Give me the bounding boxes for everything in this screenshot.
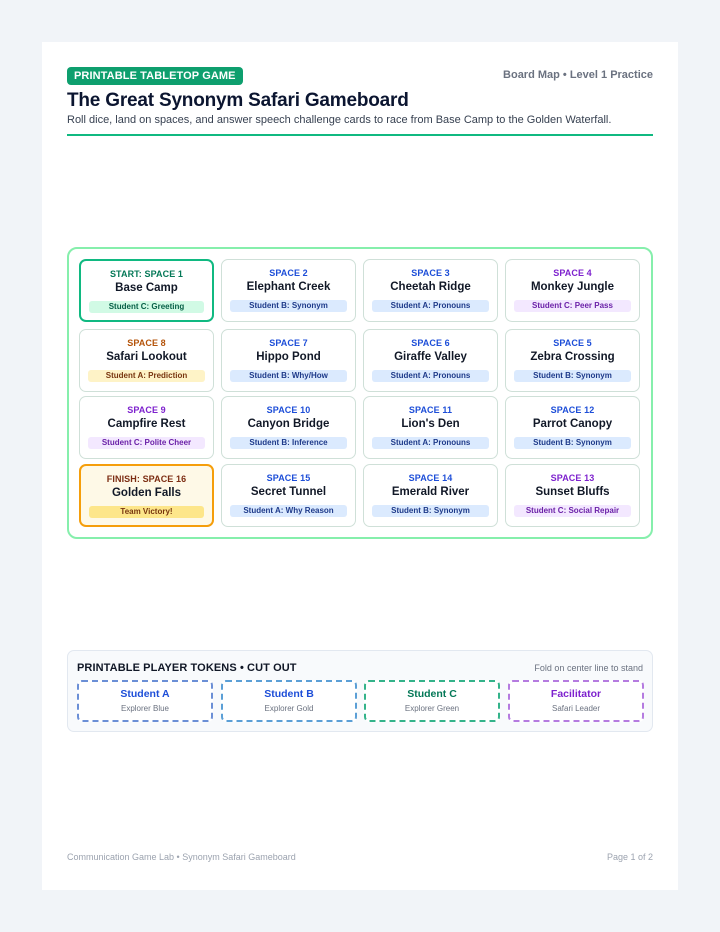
space-name: Campfire Rest — [107, 418, 186, 430]
space-challenge-tag: Student C: Peer Pass — [514, 300, 631, 312]
space-challenge-tag: Student A: Why Reason — [230, 505, 347, 517]
space-number: START: SPACE 1 — [109, 269, 184, 279]
space-challenge-tag: Student C: Social Repair — [514, 505, 631, 517]
board-space-8 — [79, 329, 214, 392]
space-challenge-tag: Student A: Prediction — [88, 370, 205, 382]
board-space-1 — [79, 259, 214, 322]
board-space-6 — [363, 329, 498, 392]
board-space-13 — [505, 464, 640, 527]
board-space-2 — [221, 259, 356, 322]
space-challenge-tag: Student A: Pronouns — [372, 370, 489, 382]
space-name: Sunset Bluffs — [535, 486, 610, 498]
header-divider — [67, 134, 653, 136]
page-title: The Great Synonym Safari Gameboard — [67, 90, 409, 111]
space-number: SPACE 5 — [553, 338, 592, 348]
token-role: Safari Leader — [551, 704, 601, 713]
space-number: SPACE 3 — [411, 268, 450, 278]
token-role: Explorer Gold — [264, 704, 314, 713]
space-challenge-tag: Student B: Why/How — [230, 370, 347, 382]
footer-source: Communication Game Lab • Synonym Safari Gameboard — [67, 852, 296, 862]
space-number: SPACE 14 — [408, 473, 453, 483]
token-name: Facilitator — [550, 688, 602, 700]
token-name: Student B — [264, 688, 314, 700]
space-challenge-tag: Student B: Synonym — [372, 505, 489, 517]
space-number: FINISH: SPACE 16 — [106, 474, 187, 484]
space-challenge-tag: Student C: Polite Cheer — [88, 437, 205, 449]
token-student-b — [221, 680, 357, 722]
space-challenge-tag: Student B: Synonym — [514, 370, 631, 382]
board-space-12 — [505, 396, 640, 459]
space-name: Zebra Crossing — [530, 351, 615, 363]
token-facilitator — [508, 680, 644, 722]
board-space-7 — [221, 329, 356, 392]
game-board — [67, 247, 653, 539]
space-number: SPACE 4 — [553, 268, 592, 278]
board-space-4 — [505, 259, 640, 322]
space-number: SPACE 8 — [127, 338, 166, 348]
space-name: Monkey Jungle — [530, 281, 615, 293]
space-challenge-tag: Student B: Synonym — [514, 437, 631, 449]
tokens-note: Fold on center line to stand — [534, 663, 643, 673]
space-name: Elephant Creek — [246, 281, 331, 293]
space-number: SPACE 12 — [550, 405, 595, 415]
token-student-c — [364, 680, 500, 722]
space-challenge-tag: Team Victory! — [89, 506, 204, 518]
space-number: SPACE 2 — [269, 268, 308, 278]
space-name: Canyon Bridge — [247, 418, 330, 430]
space-challenge-tag: Student B: Inference — [230, 437, 347, 449]
space-name: Safari Lookout — [106, 351, 187, 363]
space-challenge-tag: Student B: Synonym — [230, 300, 347, 312]
page-number: Page 1 of 2 — [606, 852, 653, 862]
space-number: SPACE 15 — [266, 473, 311, 483]
board-space-5 — [505, 329, 640, 392]
space-challenge-tag: Student A: Pronouns — [372, 437, 489, 449]
token-role: Explorer Green — [404, 704, 460, 713]
player-tokens-panel — [67, 650, 653, 732]
board-space-10 — [221, 396, 356, 459]
page-subtitle: Roll dice, land on spaces, and answer speech challenge cards to race from Base Camp to the Golden Waterfall. — [67, 114, 612, 126]
space-name: Parrot Canopy — [532, 418, 613, 430]
space-name: Hippo Pond — [256, 351, 321, 363]
board-space-14 — [363, 464, 498, 527]
space-name: Golden Falls — [111, 487, 181, 499]
space-name: Base Camp — [115, 282, 178, 294]
board-space-3 — [363, 259, 498, 322]
space-name: Secret Tunnel — [250, 486, 327, 498]
space-challenge-tag: Student A: Pronouns — [372, 300, 489, 312]
space-name: Emerald River — [391, 486, 470, 498]
token-student-a — [77, 680, 213, 722]
category-badge: PRINTABLE TABLETOP GAME — [67, 67, 243, 85]
header-meta: Board Map • Level 1 Practice — [503, 69, 653, 81]
tokens-title: PRINTABLE PLAYER TOKENS • CUT OUT — [77, 662, 297, 674]
board-space-15 — [221, 464, 356, 527]
gameboard-page — [42, 42, 678, 890]
space-number: SPACE 10 — [266, 405, 311, 415]
board-space-16 — [79, 464, 214, 527]
token-name: Student C — [407, 688, 457, 700]
space-number: SPACE 6 — [411, 338, 450, 348]
board-space-9 — [79, 396, 214, 459]
space-challenge-tag: Student C: Greeting — [89, 301, 204, 313]
space-number: SPACE 7 — [269, 338, 308, 348]
token-role: Explorer Blue — [120, 704, 170, 713]
space-name: Giraffe Valley — [394, 351, 467, 363]
board-space-11 — [363, 396, 498, 459]
space-name: Lion's Den — [401, 418, 460, 430]
token-name: Student A — [120, 688, 170, 700]
space-number: SPACE 9 — [127, 405, 166, 415]
space-number: SPACE 13 — [550, 473, 595, 483]
space-number: SPACE 11 — [408, 405, 453, 415]
space-name: Cheetah Ridge — [390, 281, 471, 293]
